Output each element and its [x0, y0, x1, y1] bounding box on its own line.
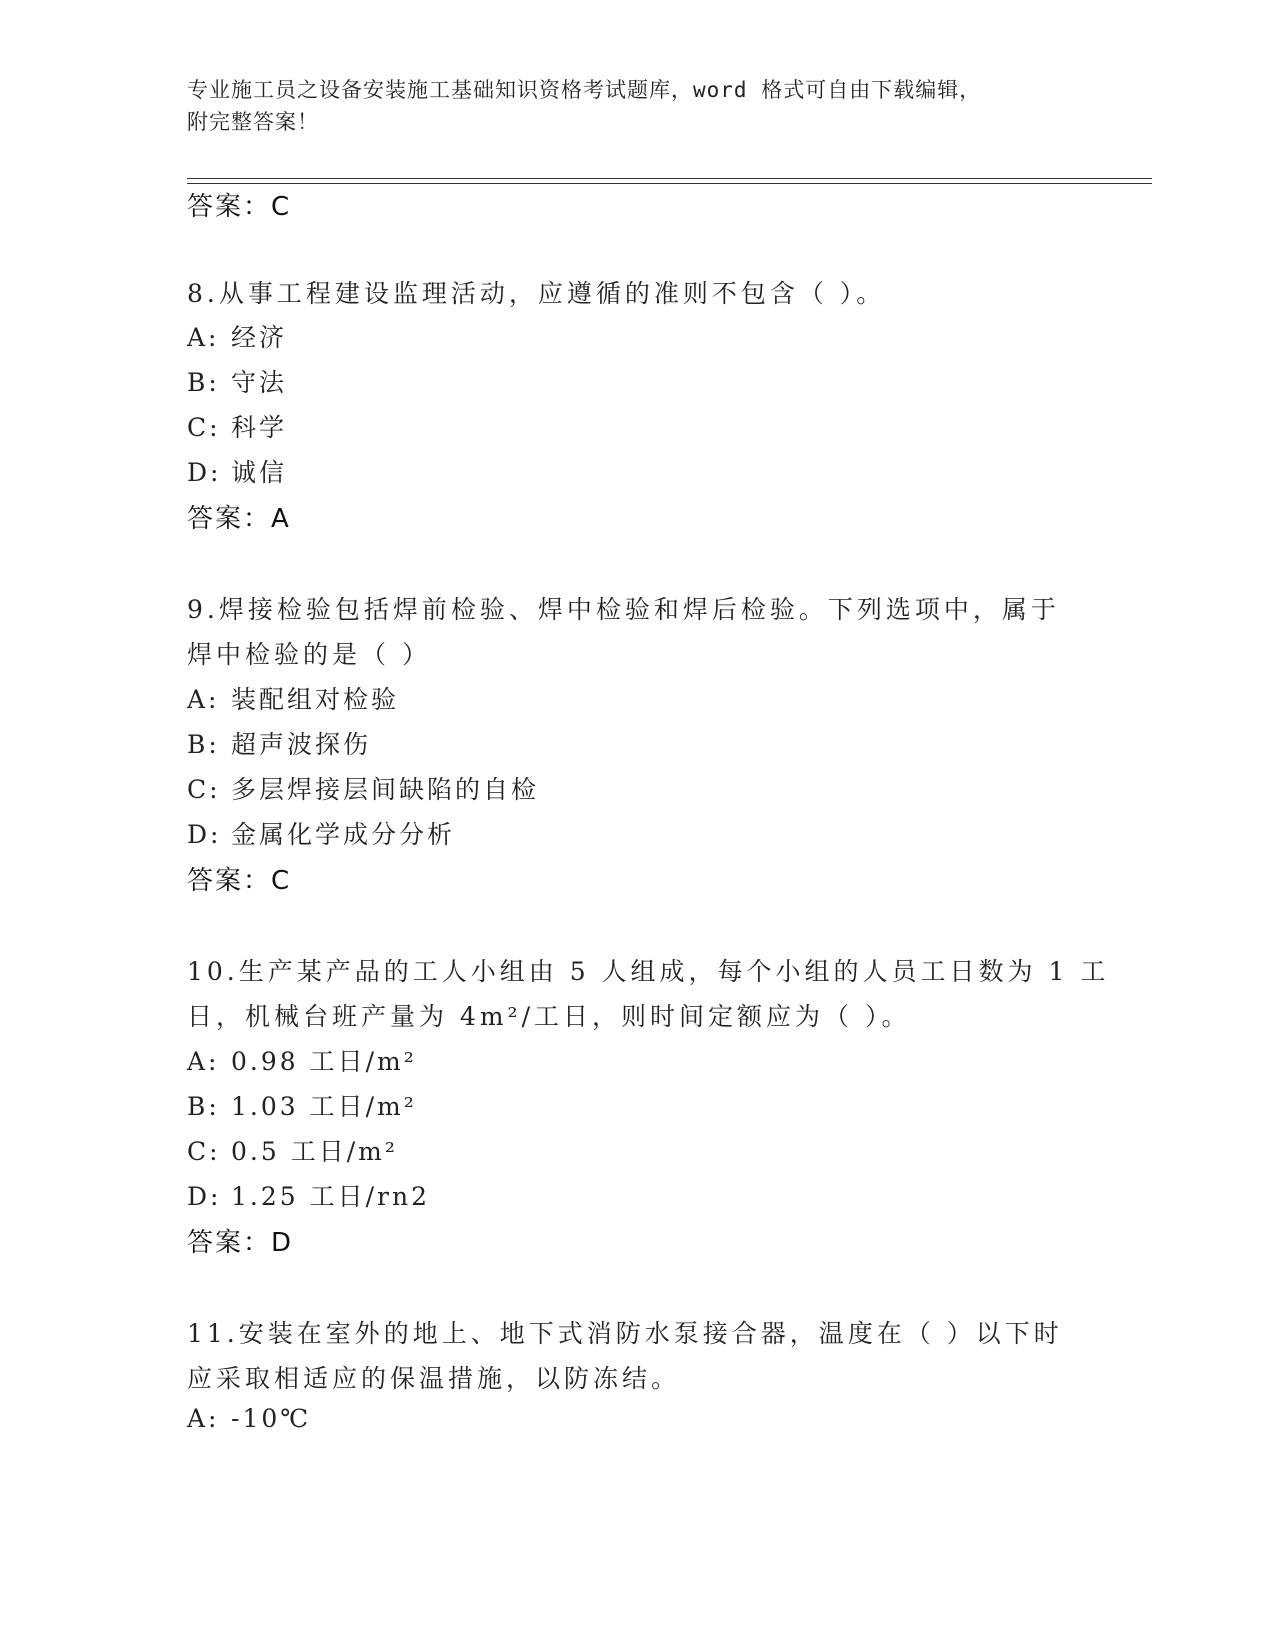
- option-key: A:: [187, 1404, 220, 1433]
- option-text: 诚信: [231, 458, 288, 487]
- question-10-option-c: [187, 1132, 398, 1168]
- option-text: 守法: [231, 368, 288, 397]
- option-text: -10℃: [231, 1404, 312, 1433]
- header-divider-top: [187, 178, 1152, 179]
- question-11-text-line-2: 应采取相适应的保温措施，以防冻结。: [187, 1364, 681, 1393]
- question-10-option-b: [187, 1087, 417, 1123]
- question-10-option-d: [187, 1177, 430, 1213]
- option-key: D:: [187, 1182, 222, 1211]
- question-8-option-a: [187, 318, 287, 354]
- question-8-option-b: [187, 363, 287, 399]
- option-text: 金属化学成分分析: [231, 820, 456, 849]
- question-9-option-a: [187, 680, 399, 716]
- option-key: C:: [187, 413, 221, 442]
- previous-answer: 答案：C: [187, 192, 292, 222]
- option-key: A:: [187, 685, 220, 714]
- question-9-text-line-2: 焊中检验的是（ ）: [187, 640, 431, 669]
- option-text: 超声波探伤: [231, 730, 372, 759]
- option-key: D:: [187, 820, 222, 849]
- option-key: B:: [187, 368, 220, 397]
- question-9-answer: 答案：C: [187, 866, 292, 896]
- option-text: 0.5 工日/m²: [231, 1137, 398, 1166]
- question-8-answer: 答案：A: [187, 504, 291, 534]
- option-key: C:: [187, 775, 221, 804]
- header-line-1: 专业施工员之设备安装施工基础知识资格考试题库，word 格式可自由下载编辑，: [187, 78, 982, 102]
- document-header: [187, 74, 1067, 138]
- question-9-option-d: [187, 815, 455, 851]
- question-8-option-d: [187, 453, 287, 489]
- option-key: C:: [187, 1137, 221, 1166]
- question-11-option-a: [187, 1404, 311, 1433]
- option-text: 0.98 工日/m²: [231, 1047, 417, 1076]
- option-key: A:: [187, 1047, 220, 1076]
- option-text: 1.03 工日/m²: [231, 1092, 417, 1121]
- option-text: 1.25 工日/rn2: [231, 1182, 430, 1211]
- option-key: A:: [187, 323, 220, 352]
- option-key: D:: [187, 458, 222, 487]
- question-10-answer: 答案：D: [187, 1228, 294, 1258]
- question-10-text-line-2: 日，机械台班产量为 4m²/工日，则时间定额应为（ ）。: [187, 1002, 911, 1031]
- question-9-option-c: [187, 770, 539, 806]
- question-10-text-line-1: 10.生产某产品的工人小组由 5 人组成，每个小组的人员工日数为 1 工: [187, 957, 1110, 986]
- question-8-option-c: [187, 408, 287, 444]
- question-8-text: 8.从事工程建设监理活动，应遵循的准则不包含（ ）。: [187, 279, 886, 308]
- option-key: B:: [187, 730, 220, 759]
- option-text: 经济: [231, 323, 288, 352]
- option-text: 装配组对检验: [231, 685, 400, 714]
- question-10-option-a: [187, 1042, 417, 1078]
- option-key: B:: [187, 1092, 220, 1121]
- option-text: 科学: [231, 413, 288, 442]
- question-9-option-b: [187, 725, 371, 761]
- question-11-text-line-1: 11.安装在室外的地上、地下式消防水泵接合器，温度在（ ）以下时: [187, 1319, 1063, 1348]
- option-text: 多层焊接层间缺陷的自检: [231, 775, 540, 804]
- header-line-2: 附完整答案！: [187, 110, 319, 134]
- question-9-text-line-1: 9.焊接检验包括焊前检验、焊中检验和焊后检验。下列选项中，属于: [187, 595, 1060, 624]
- header-divider-bottom: [187, 183, 1152, 184]
